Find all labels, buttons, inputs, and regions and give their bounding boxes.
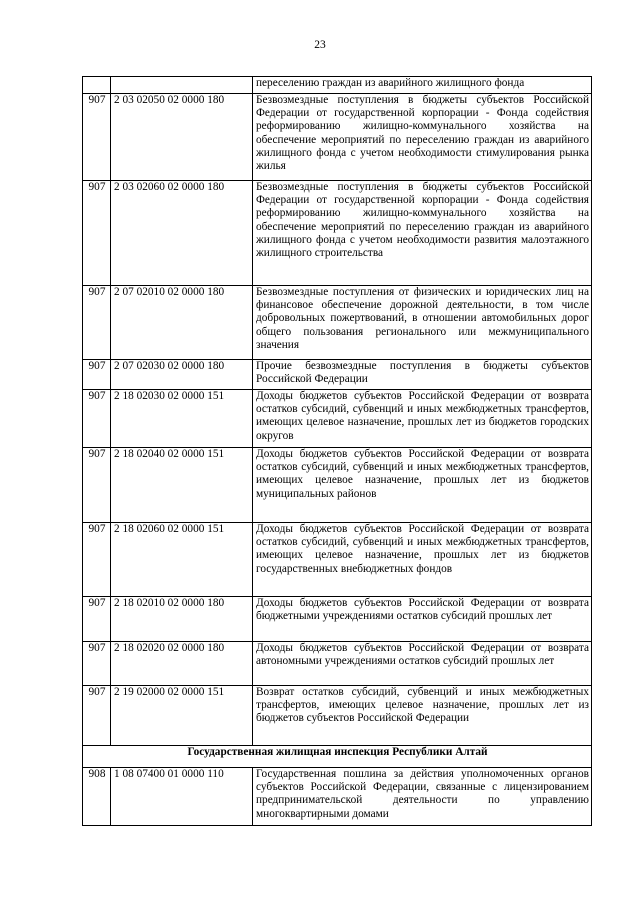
description-cell: Доходы бюджетов субъектов Российской Федерации от возврата остатков субсидий, субвенций и иных межбюджетных трансфертов, имеющих целевое назначение, прошлых лет из бюджетов муниципальных районов bbox=[253, 448, 592, 523]
section-title: Государственная жилищная инспекция Республики Алтай bbox=[83, 746, 592, 768]
classification-code-cell: 2 18 02030 02 0000 151 bbox=[111, 390, 253, 448]
revenue-codes-table bbox=[82, 76, 592, 826]
table-row bbox=[83, 448, 592, 523]
classification-code-cell: 2 19 02000 02 0000 151 bbox=[111, 686, 253, 746]
admin-code-cell: 907 bbox=[83, 523, 111, 597]
classification-code-cell: 1 08 07400 01 0000 110 bbox=[111, 768, 253, 826]
admin-code-cell: 907 bbox=[83, 686, 111, 746]
table-row bbox=[83, 94, 592, 181]
admin-code-cell: 907 bbox=[83, 597, 111, 642]
description-cell: Доходы бюджетов субъектов Российской Федерации от возврата остатков субсидий, субвенций и иных межбюджетных трансфертов, имеющих целевое назначение, прошлых лет из бюджетов государственных внебюджетных фондов bbox=[253, 523, 592, 597]
classification-code-cell bbox=[111, 77, 253, 94]
table-row bbox=[83, 523, 592, 597]
admin-code-cell: 907 bbox=[83, 181, 111, 286]
description-cell: Прочие безвозмездные поступления в бюджеты субъектов Российской Федерации bbox=[253, 360, 592, 390]
admin-code-cell: 907 bbox=[83, 360, 111, 390]
admin-code-cell: 907 bbox=[83, 286, 111, 360]
description-cell: Безвозмездные поступления в бюджеты субъектов Российской Федерации от государственной корпорации - Фонда содействия реформированию жилищно-коммунального хозяйства на обеспечение мероприятий по переселению граждан из аварийного жилищного фонда с учетом необходимости развития малоэтажного жилищного строительства bbox=[253, 181, 592, 286]
admin-code-cell: 907 bbox=[83, 390, 111, 448]
section-header-row bbox=[83, 746, 592, 768]
page-number: 23 bbox=[314, 39, 326, 51]
description-cell: Возврат остатков субсидий, субвенций и иных межбюджетных трансфертов, имеющих целевое назначение, прошлых лет из бюджетов субъектов Российской Федерации bbox=[253, 686, 592, 746]
admin-code-cell: 907 bbox=[83, 448, 111, 523]
description-cell: Безвозмездные поступления от физических и юридических лиц на финансовое обеспечение дорожной деятельности, в том числе добровольных пожертвований, в отношении автомобильных дорог общего пользования регионального или межмуниципального значения bbox=[253, 286, 592, 360]
table-row bbox=[83, 181, 592, 286]
classification-code-cell: 2 18 02060 02 0000 151 bbox=[111, 523, 253, 597]
table-row bbox=[83, 642, 592, 686]
description-cell: Доходы бюджетов субъектов Российской Федерации от возврата бюджетными учреждениями остатков субсидий прошлых лет bbox=[253, 597, 592, 642]
description-cell: Доходы бюджетов субъектов Российской Федерации от возврата остатков субсидий, субвенций и иных межбюджетных трансфертов, имеющих целевое назначение, прошлых лет из бюджетов городских округов bbox=[253, 390, 592, 448]
description-cell: Доходы бюджетов субъектов Российской Федерации от возврата автономными учреждениями остатков субсидий прошлых лет bbox=[253, 642, 592, 686]
classification-code-cell: 2 07 02030 02 0000 180 bbox=[111, 360, 253, 390]
classification-code-cell: 2 18 02040 02 0000 151 bbox=[111, 448, 253, 523]
table-row bbox=[83, 286, 592, 360]
table-row bbox=[83, 360, 592, 390]
classification-code-cell: 2 07 02010 02 0000 180 bbox=[111, 286, 253, 360]
admin-code-cell bbox=[83, 77, 111, 94]
classification-code-cell: 2 18 02020 02 0000 180 bbox=[111, 642, 253, 686]
description-cell: переселению граждан из аварийного жилищного фонда bbox=[253, 77, 592, 94]
table-row bbox=[83, 390, 592, 448]
table-row bbox=[83, 686, 592, 746]
admin-code-cell: 908 bbox=[83, 768, 111, 826]
admin-code-cell: 907 bbox=[83, 642, 111, 686]
table-row bbox=[83, 768, 592, 826]
admin-code-cell: 907 bbox=[83, 94, 111, 181]
description-cell: Государственная пошлина за действия уполномоченных органов субъектов Российской Федерации, связанные с лицензированием предпринимательской деятельности по управлению многоквартирными домами bbox=[253, 768, 592, 826]
table-row bbox=[83, 77, 592, 94]
classification-code-cell: 2 03 02060 02 0000 180 bbox=[111, 181, 253, 286]
table-row bbox=[83, 597, 592, 642]
description-cell: Безвозмездные поступления в бюджеты субъектов Российской Федерации от государственной корпорации - Фонда содействия реформированию жилищно-коммунального хозяйства на обеспечение мероприятий по переселению граждан из аварийного жилищного фонда с учетом необходимости стимулирования рынка жилья bbox=[253, 94, 592, 181]
classification-code-cell: 2 18 02010 02 0000 180 bbox=[111, 597, 253, 642]
classification-code-cell: 2 03 02050 02 0000 180 bbox=[111, 94, 253, 181]
